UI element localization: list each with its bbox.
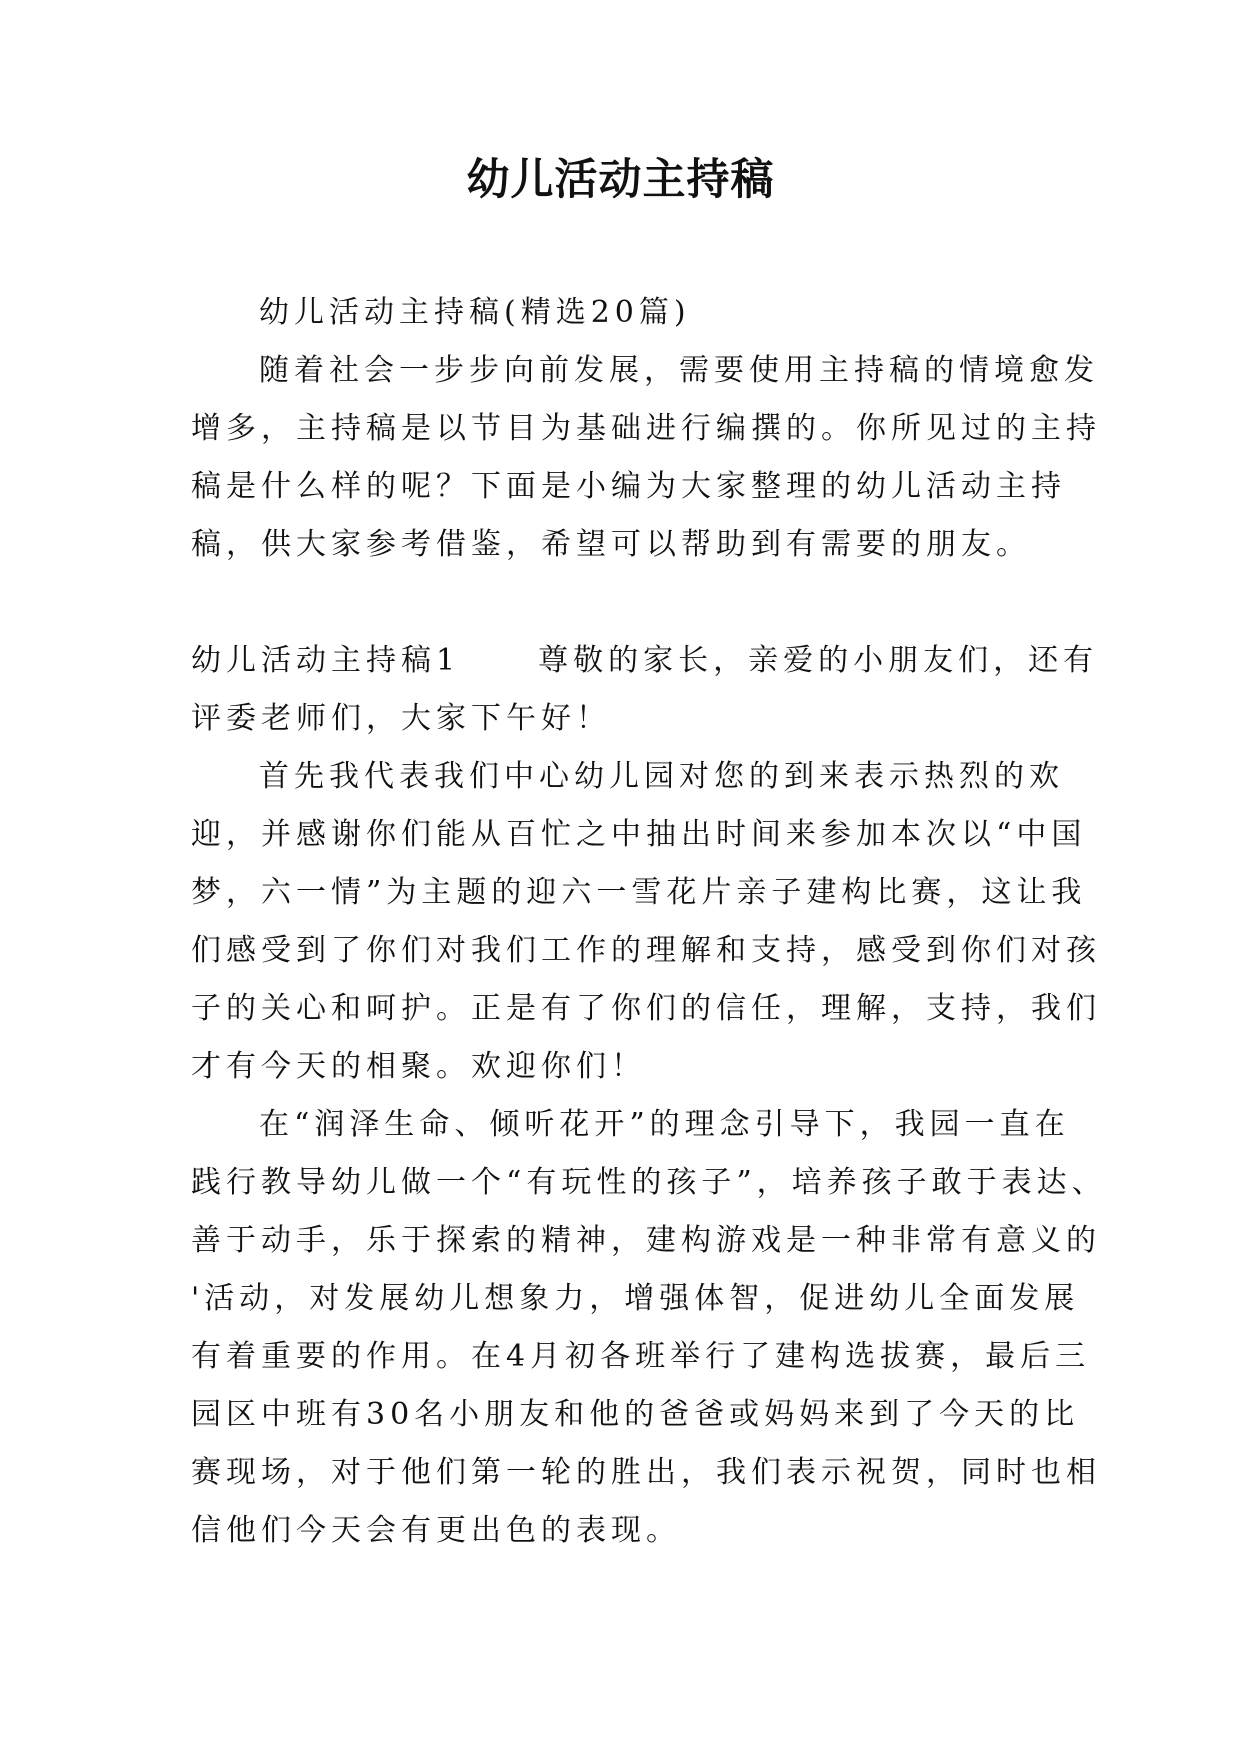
intro-line: 增多，主持稿是以节目为基础进行编撰的。你所见过的主持 bbox=[191, 411, 1101, 446]
greeting-line: 评委老师们，大家下午好！ bbox=[191, 701, 611, 736]
paragraph-line: 园区中班有30名小朋友和他的爸爸或妈妈来到了今天的比 bbox=[191, 1397, 1080, 1432]
document-title: 幼儿活动主持稿 bbox=[466, 155, 775, 205]
paragraph-line: '活动，对发展幼儿想象力，增强体智，促进幼儿全面发展 bbox=[191, 1281, 1080, 1316]
paragraph-line: 子的关心和呵护。正是有了你们的信任，理解，支持，我们 bbox=[191, 991, 1101, 1026]
intro-paragraph bbox=[191, 342, 1101, 574]
paragraph-line: 迎，并感谢你们能从百忙之中抽出时间来参加本次以“中国 bbox=[191, 817, 1087, 852]
section1-heading: 幼儿活动主持稿1 bbox=[191, 643, 461, 678]
paragraph-line: 有着重要的作用。在4月初各班举行了建构选拔赛，最后三 bbox=[191, 1339, 1091, 1374]
intro-line: 稿是什么样的呢？下面是小编为大家整理的幼儿活动主持 bbox=[191, 469, 1066, 504]
paragraph-line: 才有今天的相聚。欢迎你们！ bbox=[191, 1049, 646, 1084]
paragraph-line: 首先我代表我们中心幼儿园对您的到来表示热烈的欢 bbox=[259, 759, 1064, 794]
paragraph-line: 在“润泽生命、倾听花开”的理念引导下，我园一直在 bbox=[259, 1107, 1070, 1142]
intro-line: 随着社会一步步向前发展，需要使用主持稿的情境愈发 bbox=[259, 353, 1099, 388]
intro-line: 稿，供大家参考借鉴，希望可以帮助到有需要的朋友。 bbox=[191, 527, 1031, 562]
document-body bbox=[191, 284, 1107, 1560]
paragraph-line: 们感受到了你们对我们工作的理解和支持，感受到你们对孩 bbox=[191, 933, 1101, 968]
paragraph-welcome bbox=[191, 748, 1101, 1096]
paragraph-line: 梦，六一情”为主题的迎六一雪花片亲子建构比赛，这让我 bbox=[191, 875, 1087, 910]
paragraph-line: 践行教导幼儿做一个“有玩性的孩子”，培养孩子敢于表达、 bbox=[191, 1165, 1107, 1200]
section1-heading-line bbox=[191, 632, 1099, 690]
document-subtitle: 幼儿活动主持稿(精选20篇) bbox=[259, 295, 691, 330]
greeting-line: 尊敬的家长，亲爱的小朋友们，还有 bbox=[538, 643, 1099, 678]
paragraph-line: 信他们今天会有更出色的表现。 bbox=[191, 1513, 681, 1548]
paragraph-gap bbox=[191, 574, 1051, 632]
paragraph-line: 善于动手，乐于探索的精神，建构游戏是一种非常有意义的 bbox=[191, 1223, 1101, 1258]
section1-opening bbox=[191, 632, 1099, 748]
paragraph-line: 赛现场，对于他们第一轮的胜出，我们表示祝贺，同时也相 bbox=[191, 1455, 1101, 1490]
paragraph-philosophy bbox=[191, 1096, 1107, 1560]
